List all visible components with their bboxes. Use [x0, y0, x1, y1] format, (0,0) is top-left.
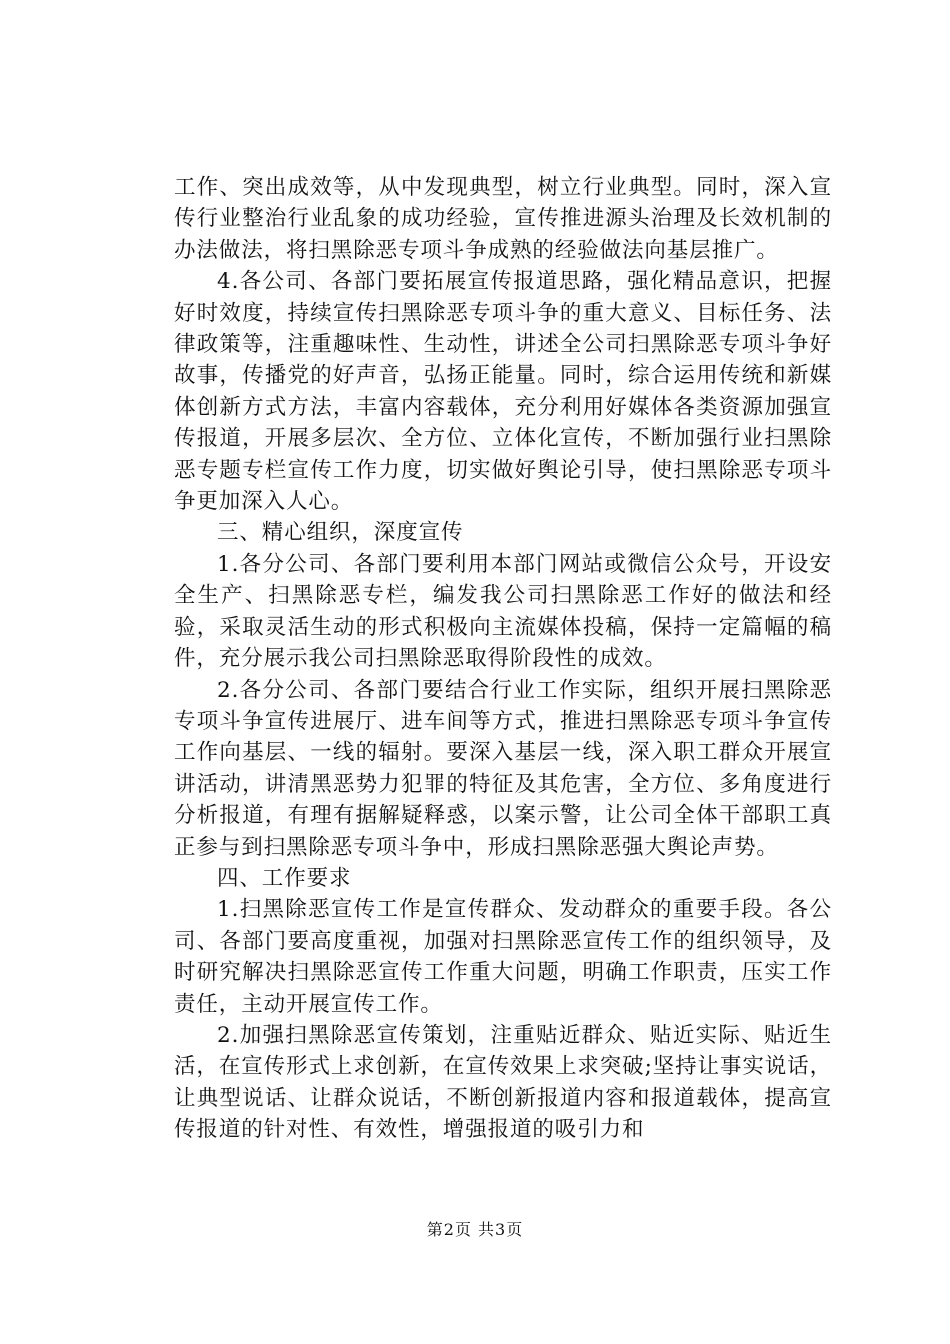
paragraph-4: 1.各分公司、各部门要利用本部门网站或微信公众号，开设安全生产、扫黑除恶专栏，编发我公司扫黑除恶工作好的做法和经验，采取灵活生动的形式积极向主流媒体投稿，保持一定篇幅的稿件，充分展示我公司扫黑除恶取得阶段性的成效。 — [174, 551, 832, 672]
document-body — [174, 172, 832, 1146]
paragraph-5: 2.各分公司、各部门要结合行业工作实际，组织开展扫黑除恶专项斗争宣传进展厅、进车间等方式，推进扫黑除恶专项斗争宣传工作向基层、一线的辐射。要深入基层一线，深入职工群众开展宣讲活动，讲清黑恶势力犯罪的特征及其危害，全方位、多角度进行分析报道，有理有据解疑释惑，以案示警，让公司全体干部职工真正参与到扫黑除恶专项斗争中，形成扫黑除恶强大舆论声势。 — [174, 677, 832, 860]
page-footer: 第2页 共3页 — [426, 1220, 524, 1239]
section-heading-4: 四、工作要求 — [217, 865, 352, 891]
paragraph-8: 2.加强扫黑除恶宣传策划，注重贴近群众、贴近实际、贴近生活，在宣传形式上求创新，在宣传效果上求突破;坚持让事实说话，让典型说话、让群众说话，不断创新报道内容和报道载体，提高宣传报道的针对性、有效性，增强报道的吸引力和 — [174, 1022, 832, 1143]
paragraph-1: 工作、突出成效等，从中发现典型，树立行业典型。同时，深入宣传行业整治行业乱象的成功经验，宣传推进源头治理及长效机制的办法做法，将扫黑除恶专项斗争成熟的经验做法向基层推广。 — [174, 175, 832, 263]
paragraph-7: 1.扫黑除恶宣传工作是宣传群众、发动群众的重要手段。各公司、各部门要高度重视，加强对扫黑除恶宣传工作的组织领导，及时研究解决扫黑除恶宣传工作重大问题，明确工作职责，压实工作责任，主动开展宣传工作。 — [174, 897, 832, 1017]
paragraph-2: 4.各公司、各部门要拓展宣传报道思路，强化精品意识，把握好时效度，持续宣传扫黑除恶专项斗争的重大意义、目标任务、法律政策等，注重趣味性、生动性，讲述全公司扫黑除恶专项斗争好故事，传播党的好声音，弘扬正能量。同时，综合运用传统和新媒体创新方式方法，丰富内容载体，充分利用好媒体各类资源加强宣传报道，开展多层次、全方位、立体化宣传，不断加强行业扫黑除恶专题专栏宣传工作力度，切实做好舆论引导，使扫黑除恶专项斗争更加深入人心。 — [174, 269, 832, 515]
section-heading-3: 三、精心组织，深度宣传 — [217, 520, 464, 546]
